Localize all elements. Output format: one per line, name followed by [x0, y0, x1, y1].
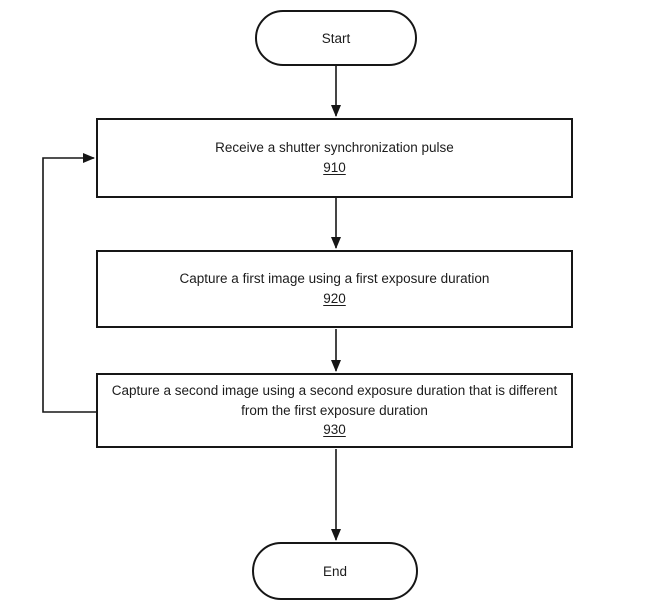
- step-text: Receive a shutter synchronization pulse: [215, 140, 454, 156]
- step-box-920: [96, 250, 573, 328]
- start-terminator: [255, 10, 417, 66]
- end-terminator: [252, 542, 418, 600]
- step-text: Capture a second image using a second exposure duration that is different from the first exposure duration: [111, 383, 558, 418]
- feedback-arrow-930-to-910: [43, 158, 97, 412]
- step-ref: 930: [323, 422, 346, 438]
- step-box-930: [96, 373, 573, 448]
- step-text: Capture a first image using a first exposure duration: [179, 271, 490, 287]
- start-label: Start: [321, 30, 351, 46]
- end-label: End: [322, 563, 348, 579]
- step-ref: 920: [323, 291, 346, 306]
- step-ref: 910: [323, 160, 346, 175]
- step-box-910: [96, 118, 573, 198]
